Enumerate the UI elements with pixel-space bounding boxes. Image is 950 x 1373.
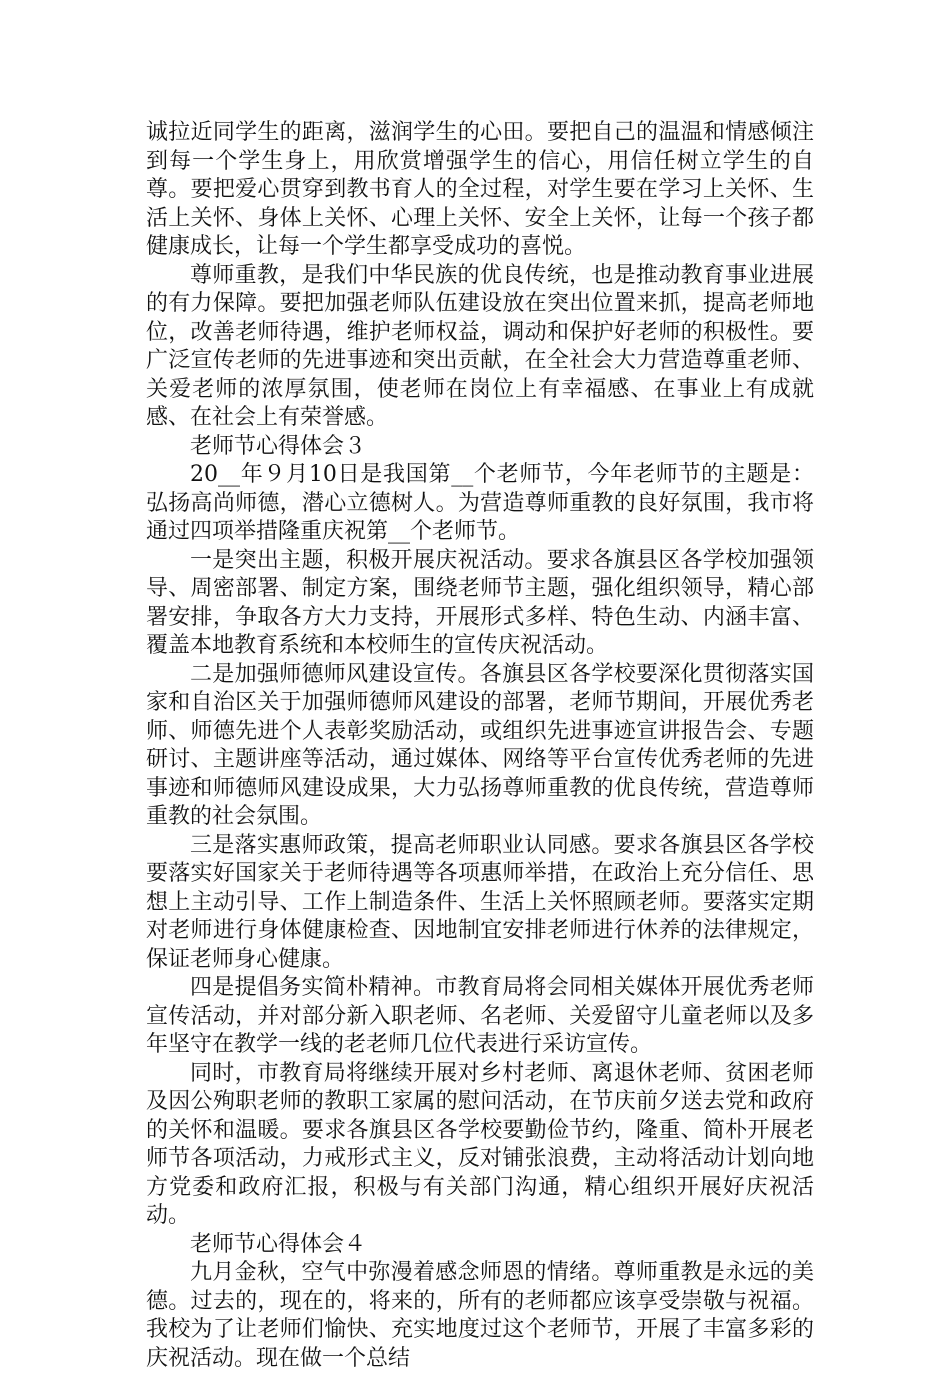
paragraph-3: 20__年９月10日是我国第__个老师节，今年老师节的主题是：弘扬高尚师德，潜心立德树人。为营造尊师重教的良好氛围，我市将通过四项举措隆重庆祝第__个老师节。 <box>146 462 814 544</box>
section-heading-4: 老师节心得体会４ <box>190 1231 367 1257</box>
paragraph-9: 九月金秋，空气中弥漫着感念师恩的情绪。尊师重教是永远的美德。过去的，现在的，将来的，所有的老师都应该享受崇敬与祝福。我校为了让老师们愉快、充实地度过这个老师节，开展了丰富多彩的庆祝活动。现在做一个总结 <box>146 1260 814 1371</box>
paragraph-7: 四是提倡务实简朴精神。市教育局将会同相关媒体开展优秀老师宣传活动，并对部分新入职老师、名老师、关爱留守儿童老师以及多年坚守在教学一线的老老师几位代表进行采访宣传。 <box>146 975 814 1057</box>
paragraph-4: 一是突出主题，积极开展庆祝活动。要求各旗县区各学校加强领导、周密部署、制定方案，围绕老师节主题，强化组织领导，精心部署安排，争取各方大力支持，开展形式多样、特色生动、内涵丰富、覆盖本地教育系统和本校师生的宣传庆祝活动。 <box>146 547 814 658</box>
paragraph-5: 二是加强师德师风建设宣传。各旗县区各学校要深化贯彻落实国家和自治区关于加强师德师风建设的部署，老师节期间，开展优秀老师、师德先进个人表彰奖励活动，或组织先进事迹宣讲报告会、专题研讨、主题讲座等活动，通过媒体、网络等平台宣传优秀老师的先进事迹和师德师风建设成果，大力弘扬尊师重教的优良传统，营造尊师重教的社会氛围。 <box>146 661 814 829</box>
document-page <box>146 119 814 1373</box>
paragraph-6: 三是落实惠师政策，提高老师职业认同感。要求各旗县区各学校要落实好国家关于老师待遇等各项惠师举措，在政治上充分信任、思想上主动引导、工作上制造条件、生活上关怀照顾老师。要落实定期对老师进行身体健康检查、因地制宜安排老师进行休养的法律规定，保证老师身心健康。 <box>146 832 814 972</box>
section-heading-3: 老师节心得体会３ <box>190 433 367 459</box>
paragraph-8: 同时，市教育局将继续开展对乡村老师、离退休老师、贫困老师及因公殉职老师的教职工家属的慰问活动，在节庆前夕送去党和政府的关怀和温暖。要求各旗县区各学校要勤俭节约，隆重、简朴开展老师节各项活动，力戒形式主义，反对铺张浪费，主动将活动计划向地方党委和政府汇报，积极与有关部门沟通，精心组织开展好庆祝活动。 <box>146 1060 814 1228</box>
paragraph-2: 尊师重教，是我们中华民族的优良传统，也是推动教育事业进展的有力保障。要把加强老师队伍建设放在突出位置来抓，提高老师地位，改善老师待遇，维护老师权益，调动和保护好老师的积极性。要广泛宣传老师的先进事迹和突出贡献，在全社会大力营造尊重老师、关爱老师的浓厚氛围，使老师在岗位上有幸福感、在事业上有成就感、在社会上有荣誉感。 <box>146 262 814 430</box>
paragraph-1: 诚拉近同学生的距离，滋润学生的心田。要把自己的温温和情感倾注到每一个学生身上，用欣赏增强学生的信心，用信任树立学生的自尊。要把爱心贯穿到教书育人的全过程，对学生要在学习上关怀、生活上关怀、身体上关怀、心理上关怀、安全上关怀，让每一个孩子都健康成长，让每一个学生都享受成功的喜悦。 <box>146 120 814 259</box>
